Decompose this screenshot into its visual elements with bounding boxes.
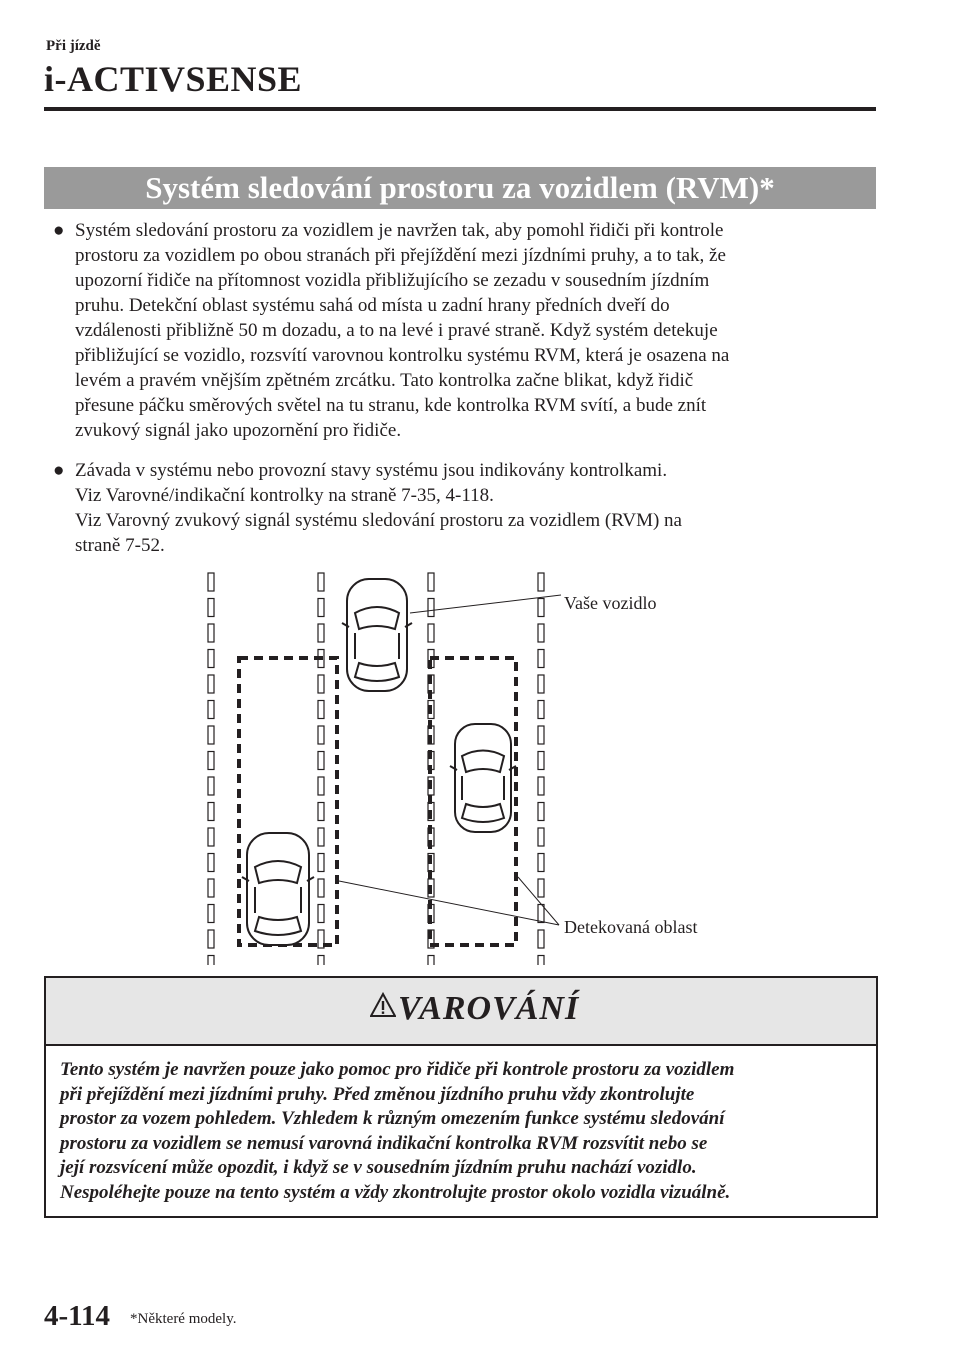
lane-marking-dash [538, 675, 544, 693]
lane-marking-dash [538, 701, 544, 719]
lane-marking-dash [538, 573, 544, 591]
warning-box [44, 976, 878, 1218]
text-line: přesune páčku směrových světel na tu stranu, kde kontrolka RVM svítí, a bude znít [75, 395, 707, 416]
lane-marking-dash [538, 879, 544, 897]
lane-marking-dash [208, 930, 214, 948]
label-detection-area: Detekovaná oblast [564, 917, 698, 937]
text-line: levém a pravém vnějším zpětném zrcátku. Tato kontrolka začne blikat, když řidič [75, 370, 694, 391]
lane-marking-dash [318, 675, 324, 693]
lane-marking-dash [318, 956, 324, 966]
lane-marking-dash [208, 956, 214, 966]
text-line: Tento systém je navržen pouze jako pomoc pro řidiče při kontrole prostoru za vozidlem [60, 1059, 735, 1080]
footnote: *Některé modely. [130, 1311, 237, 1327]
text-line: vzdálenosti přibližně 50 m dozadu, a to na levé i pravé straně. Když systém detekuje [75, 320, 718, 341]
text-line: její rozsvícení může opozdit, i když se v sousedním jízdním pruhu nachází vozidlo. [60, 1157, 697, 1178]
lane-marking-dash [318, 701, 324, 719]
lane-marking-dash [538, 599, 544, 617]
lane-marking-dash [318, 599, 324, 617]
lane-marking-dash [428, 599, 434, 617]
lane-marking-dash [318, 879, 324, 897]
lane-marking-dash [318, 905, 324, 923]
lane-marking-dash [318, 624, 324, 642]
lane-marking-dash [318, 803, 324, 821]
lane-marking-dash [208, 599, 214, 617]
lane-marking-dash [538, 777, 544, 795]
lane-marking-dash [208, 879, 214, 897]
warning-title: VAROVÁNÍ [398, 990, 580, 1027]
text-line: prostoru za vozidlem se nemusí varovná indikační kontrolka RVM rozsvítit nebo se [60, 1132, 708, 1154]
lane-marking-dash [208, 752, 214, 770]
warning-header [46, 978, 876, 1046]
lane-marking-dash [318, 777, 324, 795]
vehicle-left-lane-icon [242, 833, 314, 945]
lane-marking-dash [208, 854, 214, 872]
own-vehicle-icon [342, 579, 412, 691]
lane-marking-dash [208, 624, 214, 642]
lane-marking-dash [538, 624, 544, 642]
text-line: straně 7-52. [75, 535, 165, 556]
breadcrumb: Při jízdě [46, 38, 101, 54]
lane-marking-dash [318, 828, 324, 846]
lane-marking-dash [428, 956, 434, 966]
bullet-text [75, 218, 875, 443]
lane-marking-dash [538, 650, 544, 668]
chapter-title: i-ACTIVSENSE [44, 59, 303, 99]
text-line: prostoru za vozidlem po obou stranách při přejíždění mezi jízdními pruhy, a to tak, že [75, 245, 726, 266]
lane-marking-dash [318, 752, 324, 770]
lane-marking-dash [208, 905, 214, 923]
lane-marking-dash [538, 930, 544, 948]
lane-marking-dash [538, 905, 544, 923]
text-line: Nespoléhejte pouze na tento systém a vždy zkontrolujte prostor okolo vozidla vizuálně. [60, 1181, 731, 1203]
rvm-detection-diagram [195, 565, 735, 965]
lane-marking-dash [318, 573, 324, 591]
lane-marking-dash [208, 726, 214, 744]
bullet-icon: ● [53, 220, 65, 241]
text-line: upozorní řidiče na přítomnost vozidla přibližujícího se zezadu v sousedním jízdním [75, 270, 710, 291]
lane-marking-dash [428, 573, 434, 591]
lane-marking-dash [318, 854, 324, 872]
lane-marking-dash [208, 701, 214, 719]
lane-marking-dash [208, 828, 214, 846]
lane-marking-dash [208, 573, 214, 591]
text-line: Viz Varovný zvukový signál systému sledování prostoru za vozidlem (RVM) na [75, 510, 682, 531]
lane-marking-dash [208, 803, 214, 821]
lane-marking-dash [428, 624, 434, 642]
lane-marking-dash [208, 777, 214, 795]
lane-marking-dash [538, 803, 544, 821]
text-line: Systém sledování prostoru za vozidlem je navržen tak, aby pomohl řidiči při kontrole [75, 220, 724, 241]
text-line: přibližující se vozidlo, rozsvítí varovnou kontrolku systému RVM, která je osazena na [75, 345, 730, 366]
text-line: zvukový signál jako upozornění pro řidiče. [75, 420, 402, 441]
bullet-icon: ● [53, 460, 65, 481]
lane-marking-dash [208, 675, 214, 693]
text-line: při přejíždění mezi jízdními pruhy. Před změnou jízdního pruhu vždy zkontrolujte [60, 1083, 695, 1105]
warning-text [60, 1058, 868, 1205]
text-line: Viz Varovné/indikační kontrolky na straně 7-35, 4-118. [75, 485, 494, 506]
text-line: prostor za vozem pohledem. Vzhledem k různým omezením funkce systému sledování [60, 1108, 725, 1129]
lane-marking-dash [318, 726, 324, 744]
lane-marking-dash [538, 752, 544, 770]
lane-marking-dash [538, 828, 544, 846]
label-own-vehicle: Vaše vozidlo [564, 593, 657, 613]
lane-marking-dash [538, 726, 544, 744]
vehicle-right-lane-icon [450, 724, 516, 832]
page-number: 4-114 [44, 1300, 111, 1332]
text-line: pruhu. Detekční oblast systému sahá od místa u zadní hrany předních dveří do [75, 295, 670, 316]
text-line: Závada v systému nebo provozní stavy systému jsou indikovány kontrolkami. [75, 460, 668, 481]
bullet-text [75, 458, 875, 558]
section-title: Systém sledování prostoru za vozidlem (RVM)* [44, 167, 876, 209]
lane-marking-dash [208, 650, 214, 668]
leader-line-detection-left [339, 881, 559, 925]
warning-triangle-icon [370, 992, 396, 1018]
lane-marking-dash [538, 854, 544, 872]
title-divider [44, 107, 876, 111]
lane-marking-dash [538, 956, 544, 966]
